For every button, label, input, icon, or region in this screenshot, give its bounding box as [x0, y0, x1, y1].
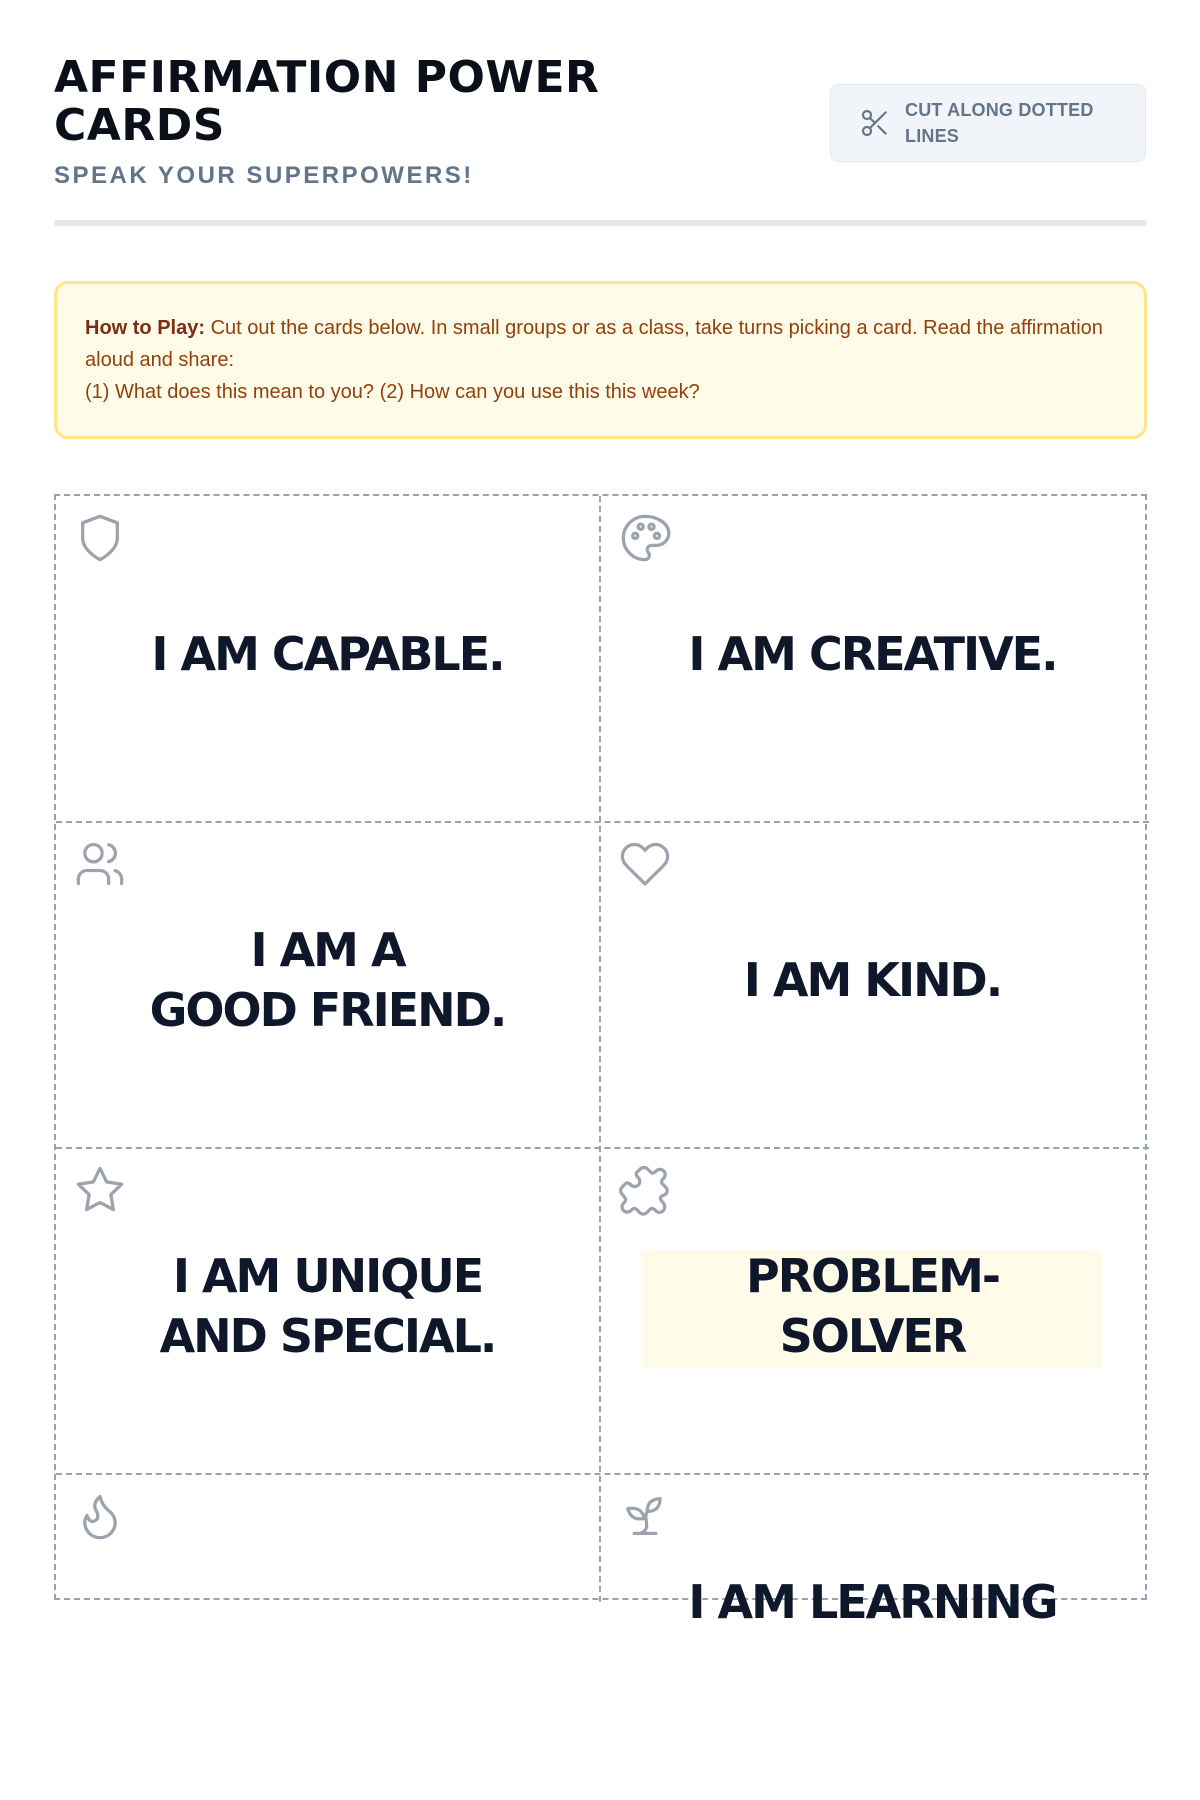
puzzle-icon [619, 1164, 671, 1216]
affirmation-card [56, 822, 599, 1148]
card-text-line-2: GOOD FRIEND. [149, 983, 506, 1037]
scissors-icon [859, 107, 891, 139]
affirmation-card [601, 1148, 1144, 1474]
cut-instruction-badge [830, 84, 1146, 162]
how-to-play-box [54, 281, 1147, 439]
how-to-play-prompts: (1) What does this mean to you? (2) How can you use this this week? [85, 381, 700, 403]
affirmation-card [56, 1148, 599, 1474]
affirmation-card [56, 496, 599, 822]
card-text-line-2: AND SPECIAL. [159, 1309, 496, 1363]
how-to-play-text: Cut out the cards below. In small groups or as a class, take turns picking a card. Read the affirmation aloud and share: [85, 317, 1103, 371]
affirmation-card [601, 1474, 1144, 1800]
how-to-play-lead: How to Play: [85, 317, 206, 339]
affirmation-card [601, 822, 1144, 1148]
shield-icon [74, 512, 126, 564]
sprout-icon [619, 1490, 671, 1542]
affirmation-card [601, 496, 1144, 822]
card-text-line-1: I AM UNIQUE [172, 1249, 483, 1303]
card-text-line-1: I AM A [250, 923, 405, 977]
flame-icon [74, 1490, 126, 1542]
palette-icon [619, 512, 671, 564]
card-text-line-2: SOLVER [779, 1309, 966, 1363]
page-subtitle: SPEAK YOUR SUPERPOWERS! [54, 162, 474, 189]
heart-icon [619, 838, 671, 890]
horizontal-cut-line [56, 1473, 1149, 1475]
affirmation-card [56, 1474, 599, 1800]
users-icon [74, 838, 126, 890]
page-title: AFFIRMATION POWER CARDS [54, 52, 600, 151]
worksheet-page [54, 0, 1147, 1629]
card-grid [54, 494, 1147, 1629]
star-icon [74, 1164, 126, 1216]
card-text: I AM LEARNING [688, 1575, 1057, 1629]
cut-instruction-label: CUT ALONG DOTTED LINES [905, 100, 1094, 146]
card-text: I AM CAPABLE. [151, 627, 504, 681]
horizontal-cut-line [56, 821, 1149, 823]
card-text-line-1: PROBLEM- [746, 1249, 999, 1303]
vertical-cut-line [599, 496, 601, 1602]
header [54, 54, 1147, 194]
card-text: I AM KIND. [743, 953, 1002, 1007]
header-divider [54, 220, 1147, 226]
card-text: I AM CREATIVE. [688, 627, 1057, 681]
horizontal-cut-line [56, 1147, 1149, 1149]
